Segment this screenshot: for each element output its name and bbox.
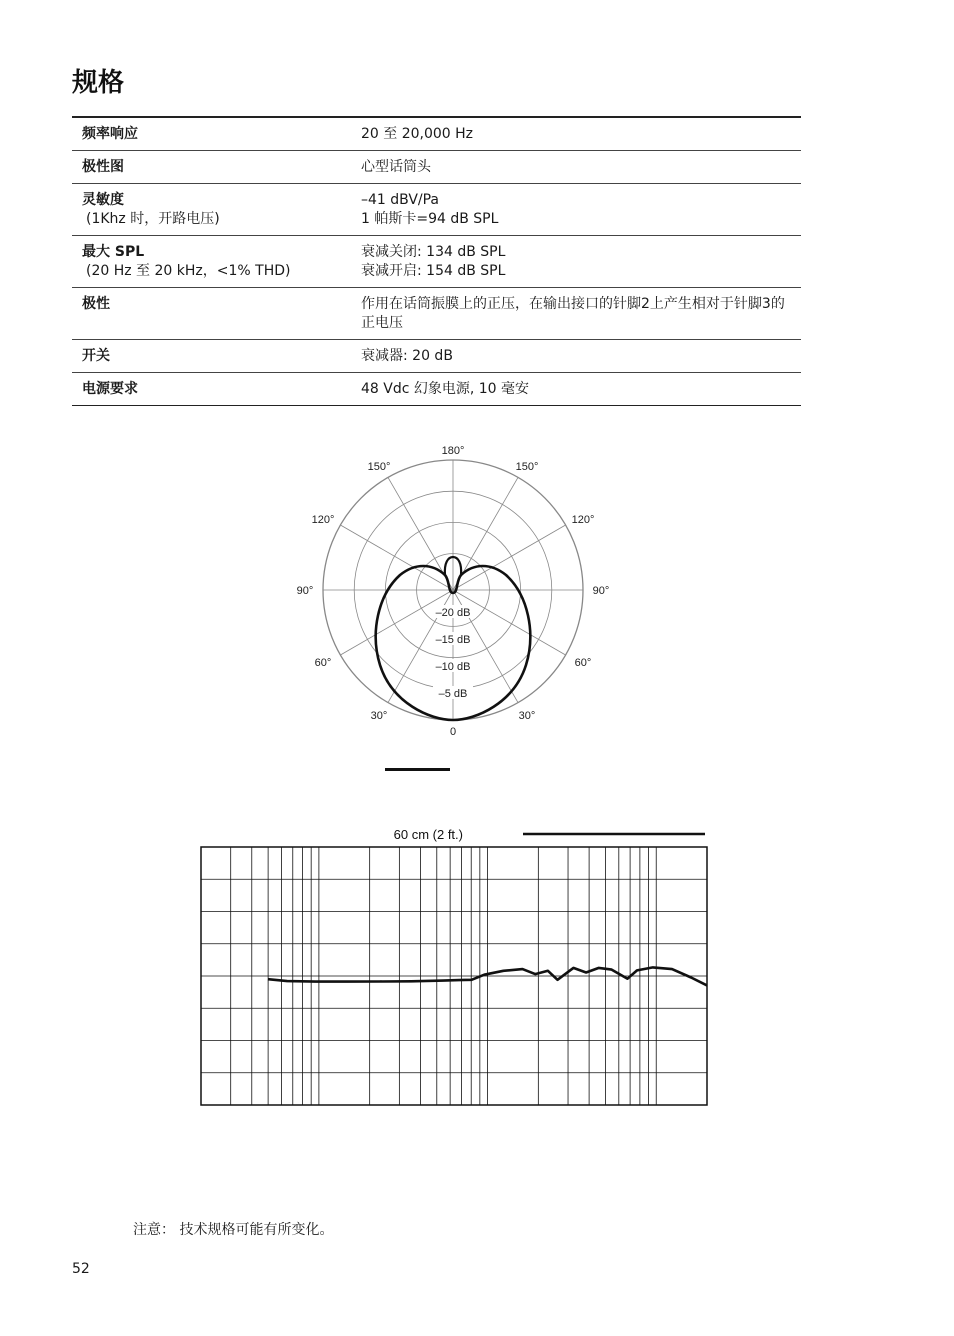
- ring-label-5db: –5 dB: [438, 688, 468, 700]
- spec-value: 48 Vdc 幻象电源, 10 毫安: [361, 381, 530, 397]
- ring-label-10db: –10 dB: [435, 661, 471, 673]
- spec-key-sub: (1Khz 时，开路电压): [86, 211, 220, 227]
- ring-label-20db: –20 dB: [435, 607, 471, 619]
- angle-label-right: 90°: [592, 585, 610, 597]
- angle-label-bottom: 0: [449, 726, 457, 738]
- spec-row-switch: [72, 340, 801, 373]
- spec-row-polar: [72, 151, 801, 184]
- polar-legend-line: [385, 768, 450, 771]
- spec-value: 20 至 20,000 Hz: [361, 126, 474, 142]
- angle-label-mid-lower-left: 60°: [314, 657, 332, 669]
- spec-value: 衰减器: 20 dB: [361, 348, 453, 364]
- spec-value: –41 dBV/Pa: [361, 192, 440, 208]
- spec-row-max-spl: [72, 236, 801, 288]
- spec-key: 灵敏度: [82, 192, 124, 208]
- spec-key: 开关: [82, 348, 110, 364]
- angle-label-lower-right: 30°: [518, 710, 536, 722]
- spec-table: [72, 116, 801, 406]
- polar-pattern-diagram: [280, 435, 620, 745]
- spec-value: 1 帕斯卡=94 dB SPL: [361, 211, 499, 227]
- angle-label-top: 180°: [441, 445, 465, 457]
- spec-note: 注意： 技术规格可能有所变化。: [133, 1222, 334, 1238]
- page-number: 52: [72, 1261, 90, 1277]
- angle-label-mid-lower-right: 60°: [574, 657, 592, 669]
- spec-row-sensitivity: [72, 184, 801, 236]
- spec-value: 衰减关闭: 134 dB SPL: [361, 244, 506, 260]
- polar-grid: [323, 460, 583, 720]
- spec-value: 心型话筒头: [361, 159, 431, 175]
- spec-row-power: [72, 373, 801, 406]
- frequency-response-chart: [190, 820, 720, 1120]
- spec-row-frequency: [72, 118, 801, 151]
- spec-row-polarity: [72, 288, 801, 340]
- angle-label-mid-upper-right: 120°: [571, 514, 595, 526]
- spec-key: 频率响应: [82, 126, 138, 142]
- spec-key: 极性: [82, 296, 110, 312]
- spec-value: 衰减开启: 154 dB SPL: [361, 263, 506, 279]
- angle-label-upper-right: 150°: [515, 461, 539, 473]
- angle-label-lower-left: 30°: [370, 710, 388, 722]
- angle-label-left: 90°: [296, 585, 314, 597]
- angle-label-upper-left: 150°: [367, 461, 391, 473]
- page-title: 规格: [72, 68, 125, 98]
- spec-key: 极性图: [82, 159, 124, 175]
- spec-key: 最大 SPL: [82, 244, 145, 260]
- spec-key: 电源要求: [82, 381, 138, 397]
- ring-label-15db: –15 dB: [435, 634, 471, 646]
- legend-label: 60 cm (2 ft.): [393, 827, 463, 842]
- angle-label-mid-upper-left: 120°: [311, 514, 335, 526]
- spec-value: 作用在话筒振膜上的正压，在输出接口的针脚2上产生相对于针脚3的正电压: [361, 296, 785, 331]
- spec-key-sub: (20 Hz 至 20 kHz，<1% THD): [86, 263, 291, 279]
